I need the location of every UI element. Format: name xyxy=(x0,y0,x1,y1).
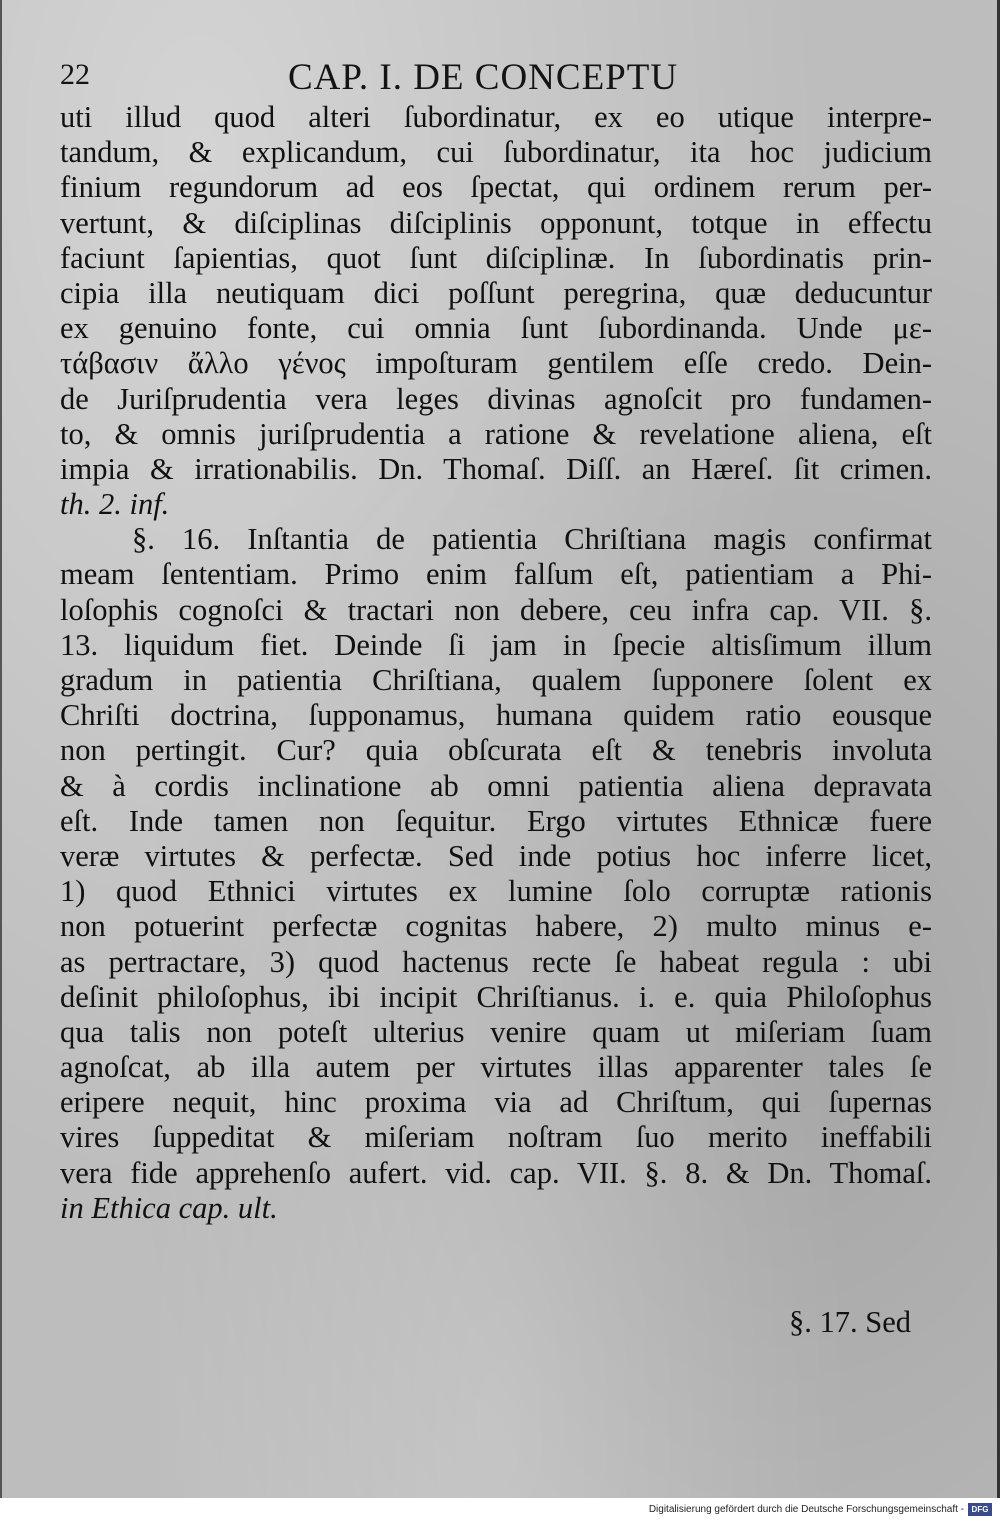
text-line: impia & irrationabilis. Dn. Thomaſ. Diſſ. an Hæreſ. ſit crimen. xyxy=(60,451,932,486)
text-line: in Ethica cap. ult. xyxy=(60,1190,278,1225)
text-line: ex genuino fonte, cui omnia ſunt ſubordinanda. Unde με- xyxy=(60,311,932,346)
text-line: vires ſuppeditat & miſeriam noſtram ſuo merito ineffabili xyxy=(60,1120,932,1155)
text-line: as pertractare, 3) quod hactenus recte ſe habeat regula : ubi xyxy=(60,944,932,979)
text-line: de Juriſprudentia vera leges divinas agnoſcit pro fundamen- xyxy=(60,381,932,416)
text-line: vera fide apprehenſo aufert. vid. cap. VII. §. 8. & Dn. Thomaſ. xyxy=(60,1155,932,1190)
text-line: 1) quod Ethnici virtutes ex lumine ſolo corruptæ rationis xyxy=(60,874,932,909)
text-line: veræ virtutes & perfectæ. Sed inde potius hoc inferre licet, xyxy=(60,838,932,873)
text-line: tandum, & explicandum, cui ſubordinatur, ita hoc judicium xyxy=(60,135,932,170)
footer-credit: Digitalisierung gefördert durch die Deutsche Forschungsgemeinschaft - xyxy=(648,1504,964,1515)
text-line: τάβασιν ἄλλο γένος impoſturam gentilem eſſe credo. Dein- xyxy=(60,346,932,381)
text-line: non potuerint perfectæ cognitas habere, 2) multo minus e- xyxy=(60,909,932,944)
text-line: 13. liquidum fiet. Deinde ſi jam in ſpecie altisſimum illum xyxy=(60,627,932,662)
text-line: gradum in patientia Chriſtiana, qualem ſupponere ſolent ex xyxy=(60,663,932,697)
page-number: 22 xyxy=(60,58,90,91)
text-line: cipia illa neutiquam dici poſſunt peregrina, quæ deducuntur xyxy=(60,275,932,310)
digitization-footer xyxy=(0,1498,1000,1523)
text-line: agnoſcat, ab illa autem per virtutes illas apparenter tales ſe xyxy=(60,1050,932,1085)
text-line: deſinit philoſophus, ibi incipit Chriſtianus. i. e. quia Philoſophus xyxy=(60,979,932,1014)
text-line: & à cordis inclinatione ab omni patientia aliena depravata xyxy=(60,768,932,803)
text-line: non pertingit. Cur? quia obſcurata eſt & tenebris involuta xyxy=(60,733,932,768)
body-text xyxy=(60,100,932,1226)
text-line: Chriſti doctrina, ſupponamus, humana quidem ratio eousque xyxy=(60,698,932,733)
text-line: uti illud quod alteri ſubordinatur, ex eo utique interpre- xyxy=(60,100,932,134)
text-line: eſt. Inde tamen non ſequitur. Ergo virtutes Ethnicæ fuere xyxy=(60,803,932,838)
text-line: faciunt ſapientias, quot ſunt diſciplinæ. In ſubordinatis prin- xyxy=(60,240,932,275)
text-line: th. 2. inf. xyxy=(60,487,170,522)
paragraph-start-line: §. 16. Inſtantia de patientia Chriſtiana magis confirmat xyxy=(132,522,932,557)
running-head: CAP. I. DE CONCEPTU xyxy=(288,57,679,98)
text-line: finium regundorum ad eos ſpectat, qui ordinem rerum per- xyxy=(60,170,932,205)
text-line: meam ſententiam. Primo enim falſum eſt, patientiam a Phi- xyxy=(60,557,932,592)
catchword: §. 17. Sed xyxy=(789,1305,911,1339)
page-header xyxy=(60,56,940,102)
text-line: to, & omnis juriſprudentia a ratione & revelatione aliena, eſt xyxy=(60,416,932,451)
text-line: qua talis non poteſt ulterius venire quam ut miſeriam ſuam xyxy=(60,1014,932,1049)
text-line: vertunt, & diſciplinas diſciplinis opponunt, totque in effectu xyxy=(60,205,932,240)
dfg-logo-icon: DFG xyxy=(968,1503,992,1516)
text-line: loſophis cognoſci & tractari non debere, ceu infra cap. VII. §. xyxy=(60,592,932,627)
text-line: eripere nequit, hinc proxima via ad Chriſtum, qui ſupernas xyxy=(60,1085,932,1120)
